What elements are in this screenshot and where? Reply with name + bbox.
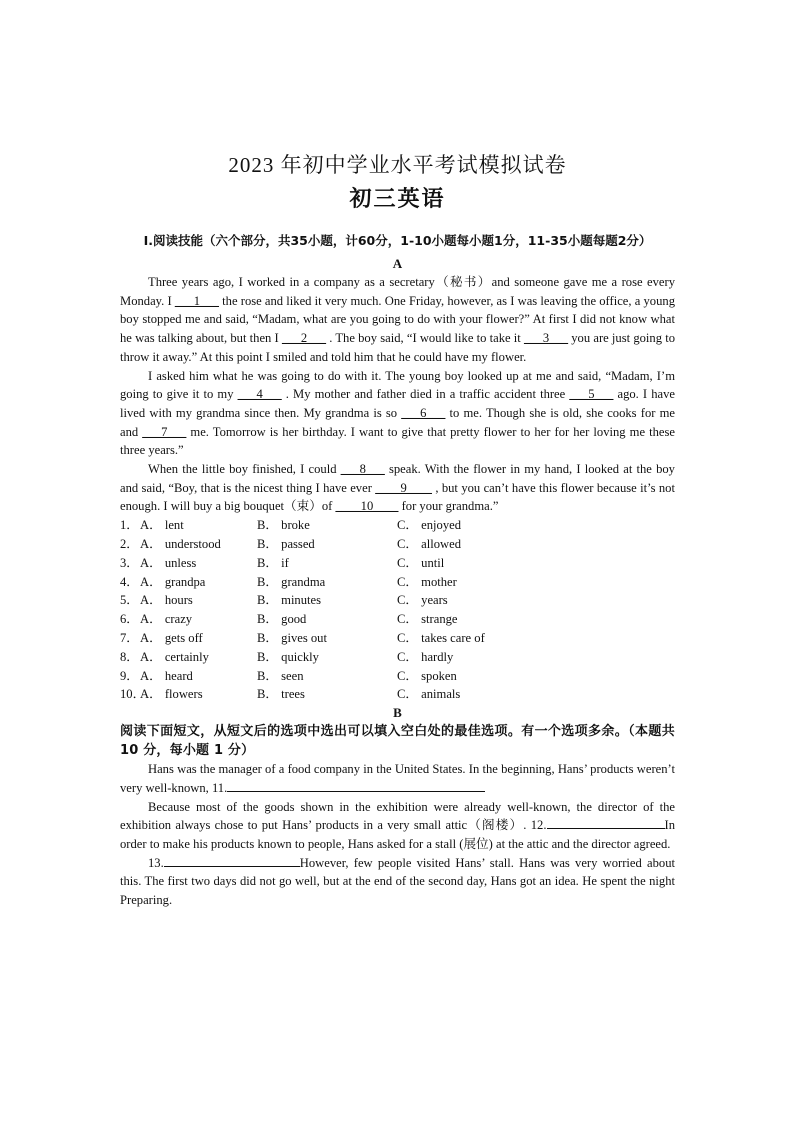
option-c: C． mother [397, 574, 457, 589]
blank-1: ___1___ [174, 293, 219, 308]
text-run: However, few people visited Hans’ stall. Hans was very worried about this. The first two days did not go well, but at the end of the second day, Hans got an idea. He spent the night Preparing. [120, 855, 675, 908]
part-b-paragraph-1 [120, 760, 675, 797]
option-row [120, 573, 675, 592]
part-a-paragraph-3 [120, 460, 675, 516]
question-number: 3． [120, 555, 139, 570]
blank-5: ___5___ [569, 387, 614, 402]
option-row [120, 685, 675, 704]
blank-9: ____9____ [375, 480, 432, 495]
text-run: Because most of the goods shown in the exhibition were already well-known, the director of the exhibition always chose to put Hans’ products in a very small attic（阁楼）. [120, 799, 675, 833]
option-c: C． until [397, 555, 445, 570]
part-a-paragraph-1 [120, 273, 675, 367]
option-row [120, 516, 675, 535]
text-run: you are just going to throw it away.” At this point I smiled and told him that he could have my flower. [120, 331, 676, 364]
answer-line-12 [547, 816, 665, 829]
question-number: 10． [120, 687, 146, 702]
blank-2: ___2___ [281, 331, 327, 346]
option-a: A． gets off [140, 630, 203, 645]
question-number: 13. [148, 855, 164, 870]
exam-title: 2023 年初中学业水平考试模拟试卷 [228, 153, 567, 177]
option-c: C． strange [397, 612, 458, 627]
part-b-instruction: 阅读下面短文，从短文后的选项中选出可以填入空白处的最佳选项。有一个选项多余。（本题共 10 分，每小题 1 分） [120, 724, 675, 759]
text-run: Hans was the manager of a food company in the United States. In the beginning, Hans’ products weren’t very well-known, 11. [120, 762, 675, 795]
option-row [120, 554, 675, 573]
blank-7: ___7___ [142, 424, 187, 439]
option-a: A． hours [140, 593, 193, 608]
option-a: A． certainly [140, 649, 209, 664]
text-run: . The boy said, “I would like to take it [326, 331, 524, 346]
blank-8: ___8___ [340, 462, 385, 477]
option-b: B． trees [257, 687, 305, 702]
blank-3: ___3___ [523, 331, 569, 346]
text-run: When the little boy finished, I could [148, 462, 341, 477]
option-a: A． lent [140, 518, 184, 533]
question-number: 9． [120, 668, 139, 683]
option-b: B． quickly [257, 649, 319, 664]
exam-subtitle: 初三英语 [349, 186, 446, 211]
option-row [120, 591, 675, 610]
option-b: B． good [257, 612, 307, 627]
question-number: 7． [120, 630, 139, 645]
blank-4: ___4___ [237, 387, 282, 402]
option-c: C． spoken [397, 668, 457, 683]
text-run: me. Tomorrow is her birthday. I want to give that pretty flower to her for her loving me these three years.” [120, 424, 675, 458]
option-row [120, 535, 675, 554]
part-b-paragraph-2 [120, 798, 675, 854]
text-run: for your grandma.” [398, 499, 499, 514]
text-run: I asked him what he was going to do with it. The young boy looked up at me and said, “Madam, I’m going to give it to my [120, 368, 675, 402]
option-b: B． seen [257, 668, 304, 683]
question-number: 4． [120, 574, 139, 589]
option-c: C． enjoyed [397, 518, 462, 533]
blank-10: ____10____ [335, 499, 399, 514]
option-b: B． gives out [257, 630, 327, 645]
question-number: 5． [120, 593, 139, 608]
question-number: 6． [120, 612, 139, 627]
option-b: B． if [257, 555, 289, 570]
answer-options [120, 516, 675, 704]
section-heading: Ⅰ.阅读技能（六个部分，共35小题，计60分，1-10小题每小题1分，11-35小题每题2分） [143, 233, 652, 248]
answer-line-13 [164, 854, 300, 867]
text-run: In order to make his products known to people, Hans asked for a stall (展位) at the attic and the director agreed. [120, 818, 675, 851]
option-c: C． hardly [397, 649, 454, 664]
option-b: B． broke [257, 518, 310, 533]
part-b-paragraph-3 [120, 854, 675, 910]
part-a-paragraph-2 [120, 367, 675, 461]
option-row [120, 667, 675, 686]
part-a-label: A [392, 256, 403, 271]
exam-page [120, 150, 675, 910]
option-c: C． allowed [397, 536, 462, 551]
option-row [120, 610, 675, 629]
option-a: A． heard [140, 668, 193, 683]
text-run: Three years ago, I worked in a company as a secretary（秘书）and someone gave me a rose every Monday. I [120, 275, 675, 308]
option-b: B． passed [257, 536, 315, 551]
part-b-label: B [393, 705, 402, 721]
option-a: A． flowers [140, 687, 203, 702]
text-run: , but you can’t have this flower because it’s not enough. I will buy a big bouquet（束）of [120, 480, 675, 514]
option-b: B． minutes [257, 593, 322, 608]
question-number: 2． [120, 536, 139, 551]
option-row [120, 629, 675, 648]
answer-line-11 [227, 779, 485, 792]
text-run: to me. Though she is old, she cooks for me and [120, 405, 675, 439]
option-row [120, 648, 675, 667]
option-c: C． animals [397, 687, 461, 702]
option-c: C． takes care of [397, 630, 485, 645]
blank-6: ___6___ [401, 405, 446, 420]
option-a: A． unless [140, 555, 197, 570]
text-run: the rose and liked it very much. One Friday, however, as I was leaving the office, a young boy stopped me and said, “Madam, what are you going to do with your flower?” At first I did not know what he was talking about, but then I [120, 293, 675, 346]
question-number: 8． [120, 649, 139, 664]
option-c: C． years [397, 593, 448, 608]
option-b: B． grandma [257, 574, 326, 589]
text-run: speak. With the flower in my hand, I looked at the boy and said, “Boy, that is the nicest thing I have ever [120, 462, 675, 495]
option-a: A． crazy [140, 612, 193, 627]
option-a: A． grandpa [140, 574, 206, 589]
question-number: 1． [120, 518, 139, 533]
text-run: . My mother and father died in a traffic accident three [281, 387, 570, 402]
text-run: ago. I have lived with my grandma since then. My grandma is so [120, 387, 675, 420]
option-a: A． understood [140, 536, 221, 551]
question-number: 12. [530, 818, 547, 833]
